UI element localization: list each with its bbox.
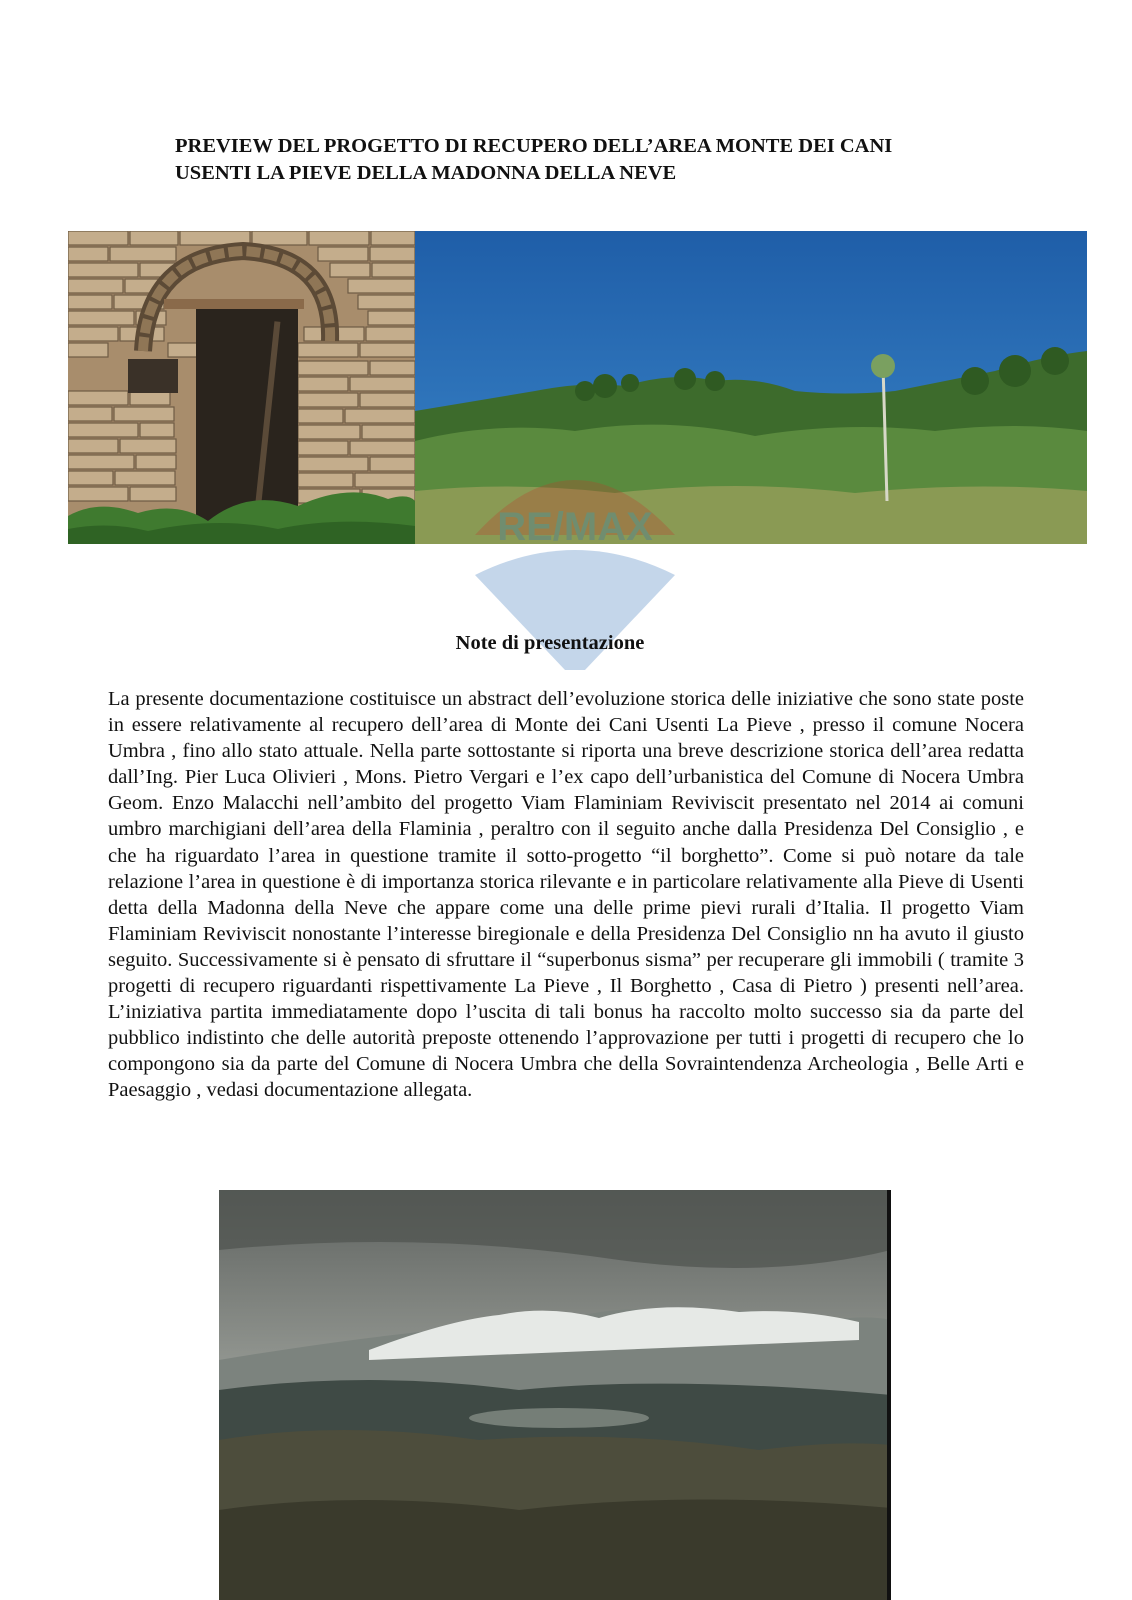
- watermark-text: RE/MAX: [497, 505, 653, 549]
- title-line-1: PREVIEW DEL PROGETTO DI RECUPERO DELL’AREA MONTE DEI CANI: [175, 135, 893, 157]
- title-line-2: USENTI LA PIEVE DELLA MADONNA DELLA NEVE: [175, 162, 677, 184]
- mountain-valley-photo: [219, 1190, 891, 1600]
- presentation-paragraph: La presente documentazione costituisce un abstract dell’evoluzione storica delle iniziative che sono state poste in essere relativamente al recupero dell’area di Monte dei Cani Usenti La Pieve , presso il comune Nocera Umbra , fino allo stato attuale. Nella parte sottostante si riporta una breve descrizione storica dell’area redatta dall’Ing. Pier Luca Olivieri , Mons. Pietro Vergari e l’ex capo dell’urbanistica del Comune di Nocera Umbra Geom. Enzo Malacchi nell’ambito del progetto Viam Flaminiam Reviviscit presentato nel 2014 ai comuni umbro marchigiani dell’area della Flaminia , peraltro con il seguito anche dalla Presidenza Del Consiglio , e che ha riguardato l’area in questione tramite il sotto-progetto “il borghetto”. Come si può notare da tale relazione l’area in questione è di importanza storica rilevante e in particolare relativamente alla Pieve di Usenti detta della Madonna della Neve che appare come una delle prime pievi rurali d’Italia. Il progetto Viam Flaminiam Reviviscit nonostante l’interesse biregionale e della Presidenza Del Consiglio nn ha avuto il giusto seguito. Successivamente si è pensato di sfruttare il “superbonus sisma” per recuperare gli immobili ( tramite 3 progetti di recupero riguardanti rispettivamente La Pieve , Il Borghetto , Casa di Pietro ) presenti nell’area. L’iniziativa partita immediatamente dopo l’uscita di tali bonus ha raccolto molto successo sia da parte del pubblico indistinto che delle autorità preposte ottenendo l’approvazione per tutti i progetti di recupero che lo compongono sia da parte del Comune di Nocera Umbra che della Sovraintendenza Archeologia , Belle Arti e Paesaggio , vedasi documentazione allegata.: [108, 688, 1024, 1102]
- document-title: [175, 133, 1035, 187]
- section-heading: Note di presentazione: [455, 632, 645, 654]
- stone-doorway-photo: [68, 231, 415, 544]
